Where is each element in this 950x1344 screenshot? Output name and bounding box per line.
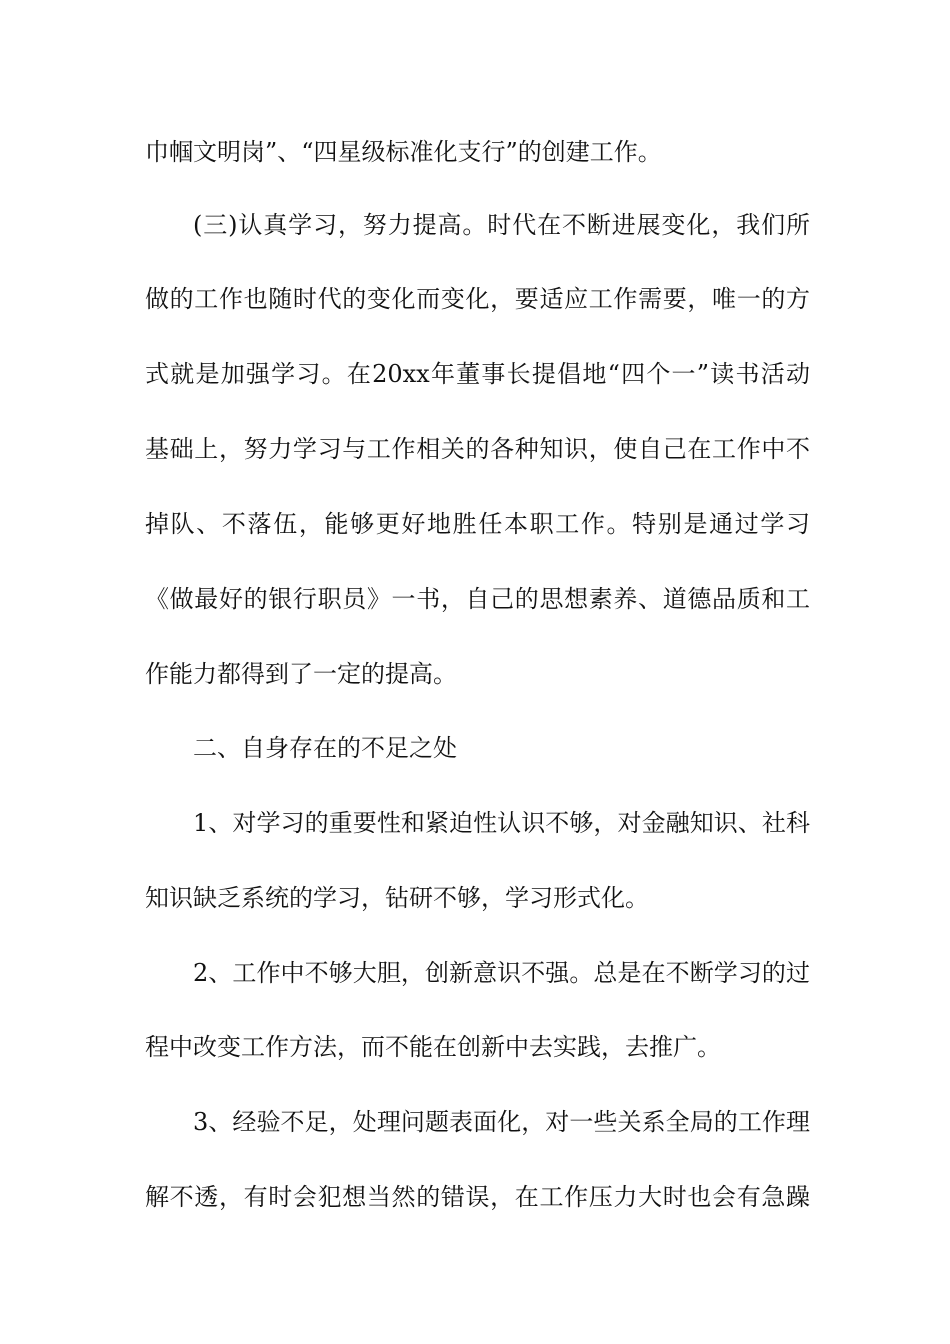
text-line-11: 知识缺乏系统的学习，钻研不够，学习形式化。	[145, 884, 649, 912]
text-line-6: 掉队、不落伍，能够更好地胜任本职工作。特别是通过学习	[145, 510, 810, 538]
text-line-13: 程中改变工作方法，而不能在创新中去实践，去推广。	[145, 1033, 721, 1061]
text-line-4: 式就是加强学习。在20xx年董事长提倡地“四个一”读书活动	[145, 360, 810, 388]
text-line-15: 解不透，有时会犯想当然的错误，在工作压力大时也会有急躁	[145, 1183, 810, 1211]
text-line-1: 巾帼文明岗”、“四星级标准化支行”的创建工作。	[145, 138, 662, 166]
text-line-2: (三)认真学习，努力提高。时代在不断进展变化，我们所	[193, 211, 810, 239]
section-heading: 二、自身存在的不足之处	[193, 734, 457, 762]
text-line-7: 《做最好的银行职员》一书，自己的思想素养、道德品质和工	[145, 585, 810, 613]
text-line-14: 3、经验不足，处理问题表面化，对一些关系全局的工作理	[193, 1108, 810, 1136]
text-line-3: 做的工作也随时代的变化而变化，要适应工作需要，唯一的方	[145, 285, 810, 313]
text-line-10: 1、对学习的重要性和紧迫性认识不够，对金融知识、社科	[193, 809, 810, 837]
text-line-5: 基础上，努力学习与工作相关的各种知识，使自己在工作中不	[145, 435, 810, 463]
text-line-8: 作能力都得到了一定的提高。	[145, 660, 457, 688]
text-line-12: 2、工作中不够大胆，创新意识不强。总是在不断学习的过	[193, 959, 810, 987]
